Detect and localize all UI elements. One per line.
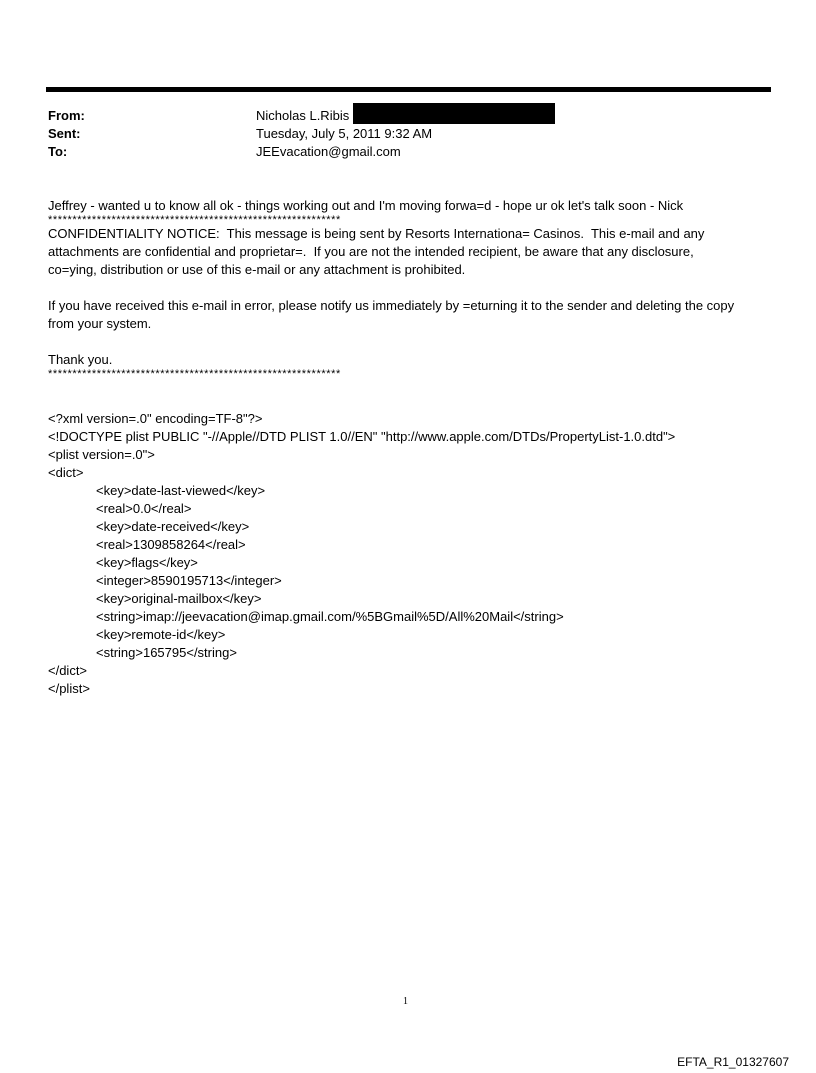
- plist-open: <plist version=.0">: [48, 447, 155, 462]
- plist-entry: <real>1309858264</real>: [96, 537, 246, 552]
- sent-label: Sent:: [48, 126, 81, 141]
- notice-line: co=ying, distribution or use of this e-mail or any attachment is prohibited.: [48, 262, 466, 277]
- error-notice: [48, 297, 778, 333]
- blank-line: [48, 333, 778, 351]
- header-rule: [46, 87, 771, 92]
- doctype-line: <!DOCTYPE plist PUBLIC "-//Apple//DTD PLIST 1.0//EN" "http://www.apple.com/DTDs/PropertyList-1.0.dtd">: [48, 429, 676, 444]
- plist-entry: <key>date-last-viewed</key>: [96, 483, 266, 498]
- xml-declaration: <?xml version=.0" encoding=TF-8"?>: [48, 411, 263, 426]
- dict-close: </dict>: [48, 663, 88, 678]
- plist-entry: <real>0.0</real>: [96, 501, 192, 516]
- error-line: from your system.: [48, 316, 152, 331]
- confidentiality-notice: [48, 225, 778, 279]
- plist-block: [48, 410, 778, 698]
- plist-close: </plist>: [48, 681, 90, 696]
- plist-entry: <key>remote-id</key>: [96, 627, 226, 642]
- bates-number: EFTA_R1_01327607: [677, 1055, 789, 1069]
- separator-stars: ************************************************************: [48, 215, 341, 225]
- blank-line: [48, 279, 778, 297]
- dict-open: <dict>: [48, 465, 84, 480]
- plist-entry: <integer>8590195713</integer>: [96, 573, 282, 588]
- plist-entry: <key>date-received</key>: [96, 519, 250, 534]
- notice-line: attachments are confidential and proprietar=. If you are not the intended recipient, be aware that any disclosure,: [48, 244, 694, 259]
- from-label: From:: [48, 108, 85, 123]
- plist-entry: <key>flags</key>: [96, 555, 198, 570]
- page-number: 1: [403, 996, 408, 1007]
- notice-line: CONFIDENTIALITY NOTICE: This message is being sent by Resorts Internationa= Casinos. This e-mail and any: [48, 226, 705, 241]
- plist-entry: <string>imap://jeevacation@imap.gmail.com/%5BGmail%5D/All%20Mail</string>: [96, 609, 564, 624]
- error-line: If you have received this e-mail in error, please notify us immediately by =eturning it to the sender and deleting the copy: [48, 298, 735, 313]
- to-value: JEEvacation@gmail.com: [256, 144, 401, 159]
- separator-stars-end: ************************************************************: [48, 369, 341, 379]
- from-value: Nicholas L.Ribis: [256, 108, 350, 123]
- plist-entry: <string>165795</string>: [96, 645, 237, 660]
- plist-entry: <key>original-mailbox</key>: [96, 591, 262, 606]
- sent-value: Tuesday, July 5, 2011 9:32 AM: [256, 126, 433, 141]
- to-label: To:: [48, 144, 68, 159]
- redaction-block: [353, 103, 555, 124]
- thanks-text: Thank you.: [48, 352, 113, 367]
- email-body: [48, 197, 778, 379]
- message-text: Jeffrey - wanted u to know all ok - things working out and I'm moving forwa=d - hope ur ok let's talk soon - Nick: [48, 198, 684, 213]
